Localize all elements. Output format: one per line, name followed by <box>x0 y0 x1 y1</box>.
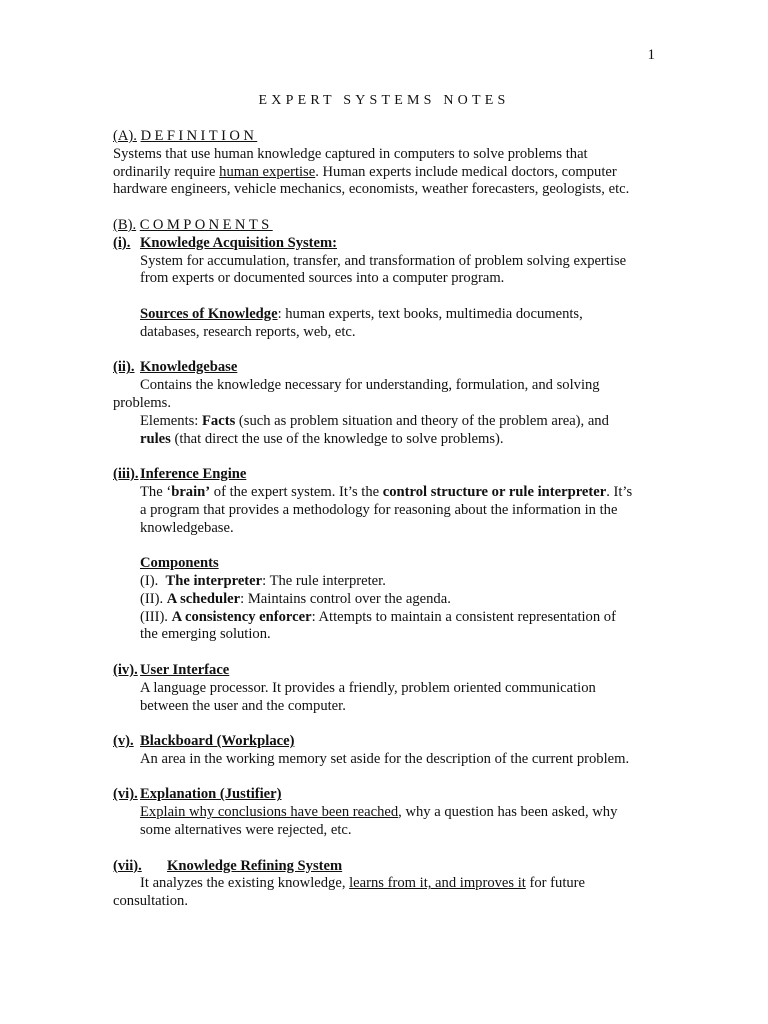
kas-line-2: from experts or documented sources into a computer program. <box>140 270 505 287</box>
subsection-title: Knowledge Acquisition System: <box>140 234 338 251</box>
text-segment: , why a question has been asked, why <box>398 804 618 821</box>
item-term: A scheduler <box>166 590 241 607</box>
subsection-title: Knowledge Refining System <box>167 857 343 874</box>
ex-line-1 <box>113 804 658 822</box>
text-segment: ordinarily require <box>113 163 220 180</box>
section-heading: DEFINITION <box>140 128 258 144</box>
subsection-ex-heading <box>113 786 658 804</box>
definition-line-3: hardware engineers, vehicle mechanics, economists, weather forecasters, geologists, etc. <box>113 181 630 198</box>
subsection-title: Inference Engine <box>140 466 247 483</box>
text-segment: : The rule interpreter. <box>262 572 386 589</box>
underlined-phrase: learns from it, and improves it <box>349 875 526 892</box>
subsection-kb-heading <box>113 359 658 377</box>
kb-line-1: Contains the knowledge necessary for understanding, formulation, and solving <box>140 377 600 394</box>
text-segment: . Human experts include medical doctors, computer <box>315 163 617 180</box>
item-number: (I). <box>140 572 166 589</box>
subsection-label: (i). <box>113 234 131 251</box>
ie-line-2: a program that provides a methodology for reasoning about the information in the <box>140 501 618 518</box>
subsection-label: (ii). <box>113 359 135 376</box>
text-segment: : Attempts to maintain a consistent representation of <box>311 608 616 625</box>
section-definition-heading <box>113 128 658 146</box>
subsection-label: (vi). <box>113 786 138 803</box>
control-structure-term: control structure or rule interpreter <box>382 483 607 500</box>
subsection-label: (vii). <box>113 857 142 874</box>
subsection-krs-heading <box>113 858 658 876</box>
section-heading: COMPONENTS <box>139 216 273 233</box>
kb-elements-line <box>113 413 658 431</box>
ie-component-2 <box>113 591 658 609</box>
document-body <box>113 128 658 911</box>
underlined-term: human expertise <box>219 163 316 180</box>
ie-line-3: knowledgebase. <box>140 519 234 536</box>
subsection-title: Blackboard (Workplace) <box>140 733 295 750</box>
ui-line-2: between the user and the computer. <box>140 697 346 714</box>
rules-term: rules <box>140 430 171 447</box>
text-segment: Elements: <box>140 412 203 429</box>
subsection-label: (iii). <box>113 466 139 483</box>
subsection-title: Explanation (Justifier) <box>140 786 282 803</box>
subsection-ui-heading <box>113 662 658 680</box>
item-term: The interpreter <box>165 572 263 589</box>
definition-line-2 <box>113 164 658 182</box>
kas-line-1: System for accumulation, transfer, and transformation of problem solving expertise <box>140 252 627 269</box>
text-segment: (that direct the use of the knowledge to solve problems). <box>170 430 504 447</box>
kb-line-2: problems. <box>113 394 171 411</box>
ie-component-3-cont: the emerging solution. <box>140 626 271 643</box>
text-segment: : Maintains control over the agenda. <box>240 590 451 607</box>
text-segment: It analyzes the existing knowledge, <box>140 875 350 892</box>
page-number: 1 <box>647 47 655 63</box>
subsection-label: (iv). <box>113 661 138 678</box>
ie-line-1 <box>113 484 658 502</box>
kb-rules-line <box>113 431 658 449</box>
sources-heading: Sources of Knowledge <box>140 305 278 322</box>
krs-line-2: consultation. <box>113 893 188 910</box>
section-label: (A). <box>113 128 137 144</box>
item-term: A consistency enforcer <box>171 608 312 625</box>
text-segment: . It’s <box>606 483 633 500</box>
subsection-bb-heading <box>113 733 658 751</box>
section-components-heading <box>113 217 658 235</box>
subsection-label: (v). <box>113 733 134 750</box>
subsection-kas-heading <box>113 235 658 253</box>
kas-sources-line-1 <box>113 306 658 324</box>
bb-line-1: An area in the working memory set aside for the description of the current problem. <box>140 750 630 767</box>
text-segment: for future <box>525 875 586 892</box>
text-segment: (such as problem situation and theory of the problem area), and <box>235 412 609 429</box>
definition-line-1: Systems that use human knowledge captured in computers to solve problems that <box>113 145 588 162</box>
section-label: (B). <box>113 216 137 233</box>
item-number: (II). <box>140 590 167 607</box>
brain-term: brain’ <box>171 483 211 500</box>
underlined-phrase: Explain why conclusions have been reached <box>140 804 399 821</box>
ui-line-1: A language processor. It provides a friendly, problem oriented communication <box>140 679 596 696</box>
subsection-title: User Interface <box>140 661 230 678</box>
text-segment: The ‘ <box>140 483 172 500</box>
ie-component-1 <box>113 573 658 591</box>
ie-component-3 <box>113 609 658 627</box>
item-number: (III). <box>140 608 172 625</box>
subsection-ie-heading <box>113 466 658 484</box>
facts-term: Facts <box>202 412 236 429</box>
document-title: EXPERT SYSTEMS NOTES <box>258 93 510 108</box>
text-segment: of the expert system. It’s the <box>210 483 383 500</box>
ie-components-heading: Components <box>140 555 219 572</box>
subsection-title: Knowledgebase <box>140 359 238 376</box>
text-segment: : human experts, text books, multimedia documents, <box>277 305 583 322</box>
kas-sources-line-2: databases, research reports, web, etc. <box>140 323 356 340</box>
ex-line-2: some alternatives were rejected, etc. <box>140 822 352 839</box>
krs-line-1 <box>113 875 658 893</box>
